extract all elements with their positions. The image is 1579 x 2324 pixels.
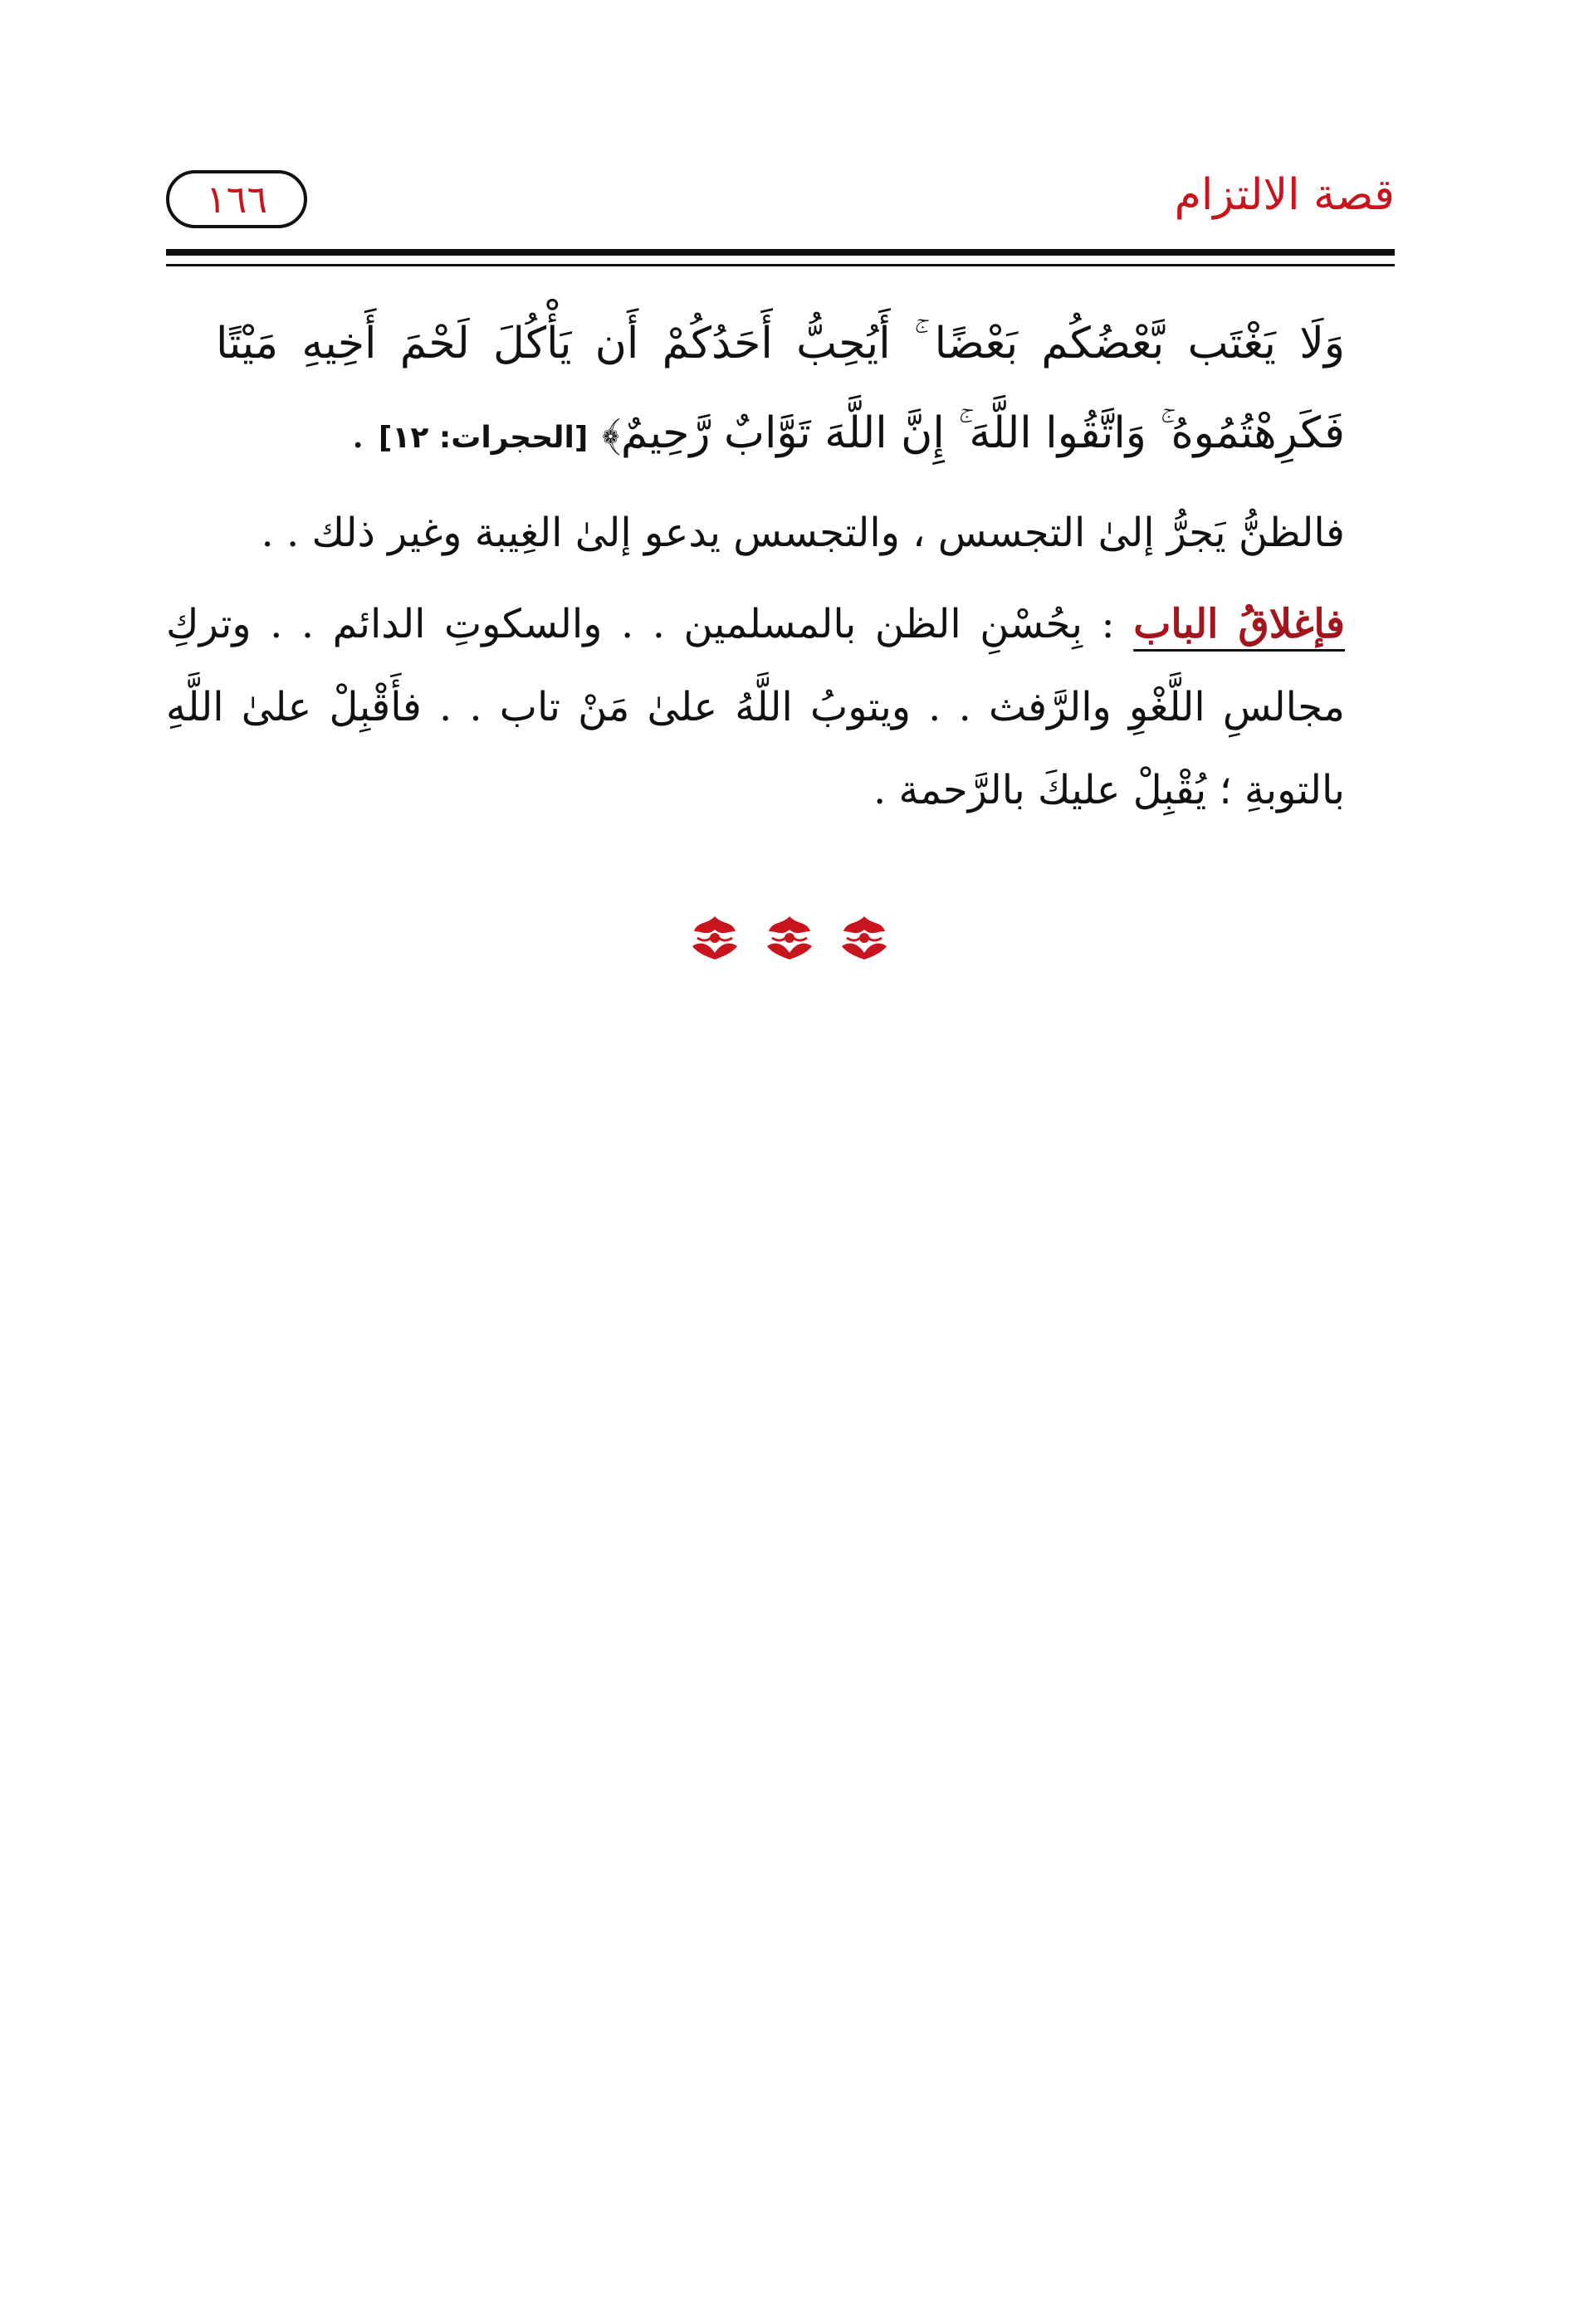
page-number: ١٦٦: [166, 170, 307, 228]
book-title: قصة الالتزام: [1174, 170, 1395, 220]
paragraph-separator: :: [1083, 601, 1134, 647]
floral-ornament-icon: [760, 913, 819, 963]
page-header: [166, 162, 1395, 261]
header-rule-thick: [166, 249, 1395, 256]
paragraph-lead: فإغلاقُ الباب: [1133, 601, 1346, 647]
verse-reference: [الحجرات: ١٢]: [378, 421, 589, 455]
section-end-ornaments: [0, 913, 1579, 963]
quran-verse: [166, 299, 1395, 483]
page-content: [166, 299, 1395, 832]
paragraph-1: فالظنُّ يَجرُّ إلىٰ التجسس ، والتجسس يدعو إلىٰ الغِيبة وغير ذلك . .: [261, 510, 1345, 556]
floral-ornament-icon: [835, 913, 893, 963]
verse-text: وَلَا يَغْتَب بَّعْضُكُم بَعْضًا ۚ أَيُحِبُّ أَحَدُكُمْ أَن يَأْكُلَ لَحْمَ أَخِيهِ مَيْتًا فَكَرِهْتُمُوهُ ۚ وَاتَّقُوا اللَّهَ ۚ إِنَّ اللَّهَ تَوَّابٌ رَّحِيمٌ: [216, 319, 1345, 458]
verse-closing-bracket: ﴾: [601, 408, 621, 458]
verse-end-mark: .: [350, 408, 365, 458]
paragraph-2-text: بِحُسْنِ الظن بالمسلمين . . والسكوتِ الدائم . . وتركِ مجالسِ اللَّغْوِ والرَّفث . . ويتوبُ اللَّهُ علىٰ مَنْ تاب . . فأَقْبِلْ علىٰ اللَّهِ بالتوبةِ ؛ يُقْبِلْ عليكَ بالرَّحمة .: [166, 601, 1345, 813]
paragraph-2: [166, 583, 1395, 832]
floral-ornament-icon: [686, 913, 744, 963]
header-rule-thin: [166, 264, 1395, 266]
